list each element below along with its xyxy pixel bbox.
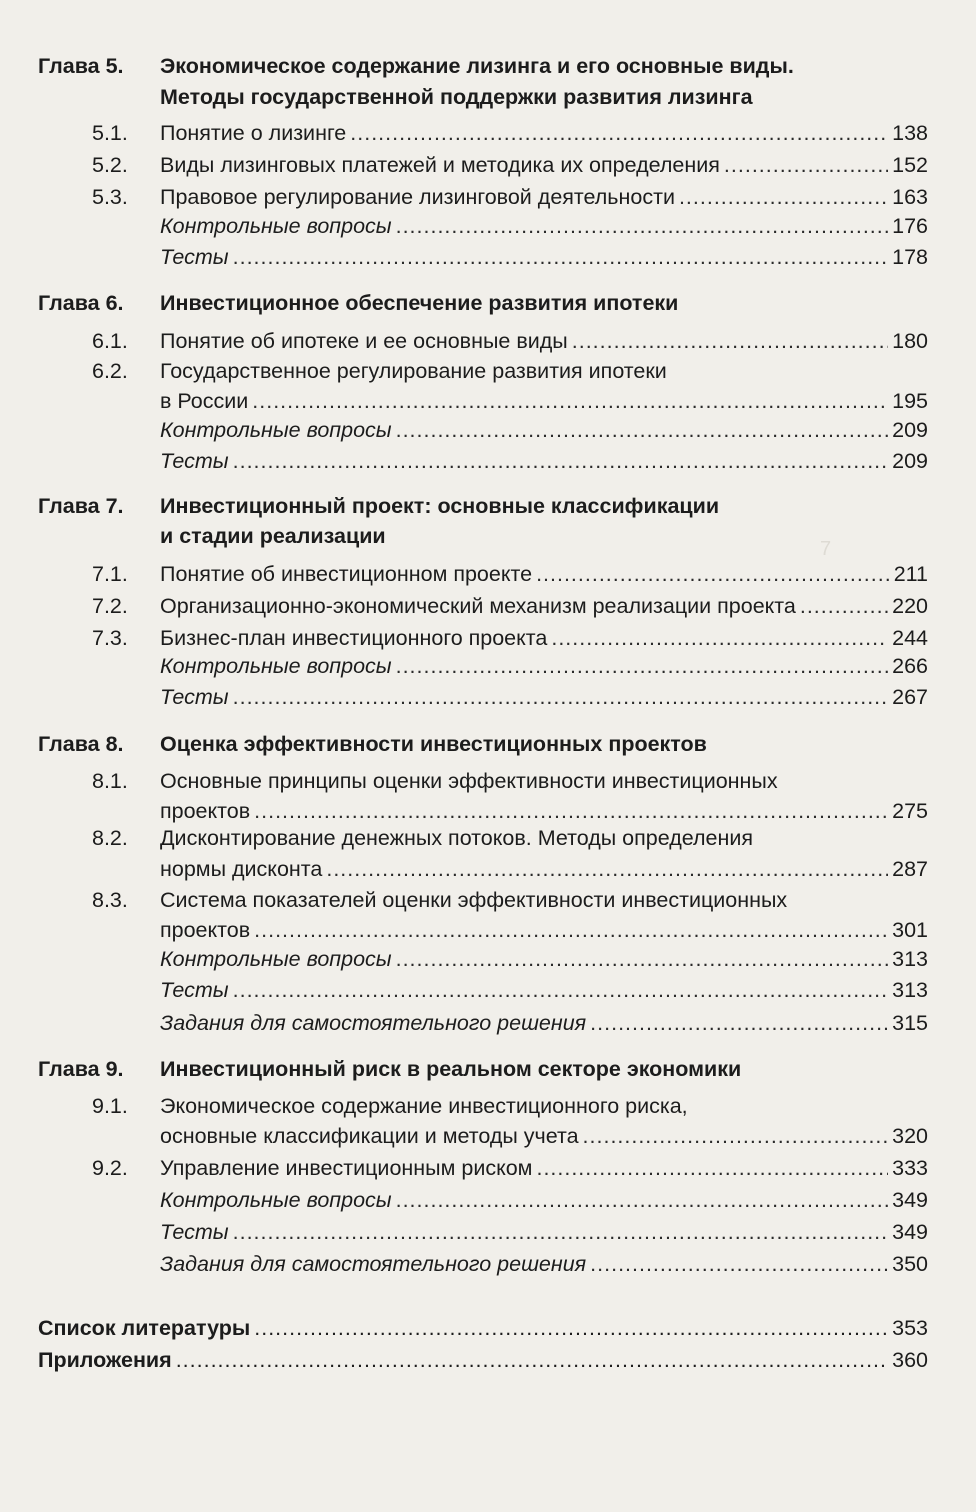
toc-entry[interactable] xyxy=(0,1344,976,1376)
section-title-cont: основные классификации и методы учета xyxy=(160,1124,579,1148)
extra-title: Задания для самостоятельного решения xyxy=(160,1252,587,1276)
toc-entry[interactable] xyxy=(0,241,976,273)
page-number: 180 xyxy=(892,329,928,353)
section-number: 5.2. xyxy=(92,153,128,177)
leader-dots xyxy=(176,1344,888,1376)
toc-entry[interactable] xyxy=(0,590,976,622)
extra-title: Контрольные вопросы xyxy=(160,654,392,678)
extra-title: Тесты xyxy=(160,1220,229,1244)
leader-dots xyxy=(590,1248,888,1280)
toc-entry[interactable] xyxy=(0,1007,976,1039)
toc-entry[interactable] xyxy=(0,1120,976,1152)
section-title: Бизнес-план инвестиционного проекта xyxy=(160,626,548,650)
leader-dots xyxy=(254,1312,888,1344)
section-title-cont: нормы дисконта xyxy=(160,857,323,881)
extra-title: Контрольные вопросы xyxy=(160,418,392,442)
section-title: Система показателей оценки эффективности инвестиционных xyxy=(160,888,788,912)
page-number: 353 xyxy=(892,1316,928,1340)
leader-dots xyxy=(396,414,889,446)
show-through-text: 7 xyxy=(820,538,832,560)
toc-entry[interactable] xyxy=(0,558,976,590)
chapter-9-heading xyxy=(0,1053,976,1085)
chapter-label: Глава 6. xyxy=(38,291,124,315)
chapter-title: Оценка эффективности инвестиционных проектов xyxy=(160,732,707,756)
page-number: 349 xyxy=(892,1188,928,1212)
toc-entry[interactable] xyxy=(0,650,976,682)
page-number: 209 xyxy=(892,418,928,442)
page-number: 220 xyxy=(892,594,928,618)
toc-entry[interactable] xyxy=(0,210,976,242)
leader-dots xyxy=(396,1184,889,1216)
section-title: Правовое регулирование лизинговой деятельности xyxy=(160,185,675,209)
page-number: 195 xyxy=(892,389,928,413)
leader-dots xyxy=(590,1007,888,1039)
page-number: 275 xyxy=(892,799,928,823)
toc-entry-line1[interactable] xyxy=(0,884,976,916)
page-number: 313 xyxy=(892,947,928,971)
section-title: Организационно-экономический механизм реализации проекта xyxy=(160,594,796,618)
leader-dots xyxy=(536,558,890,590)
toc-entry[interactable] xyxy=(0,681,976,713)
section-number: 6.1. xyxy=(92,329,128,353)
chapter-label: Глава 7. xyxy=(38,494,124,518)
chapter-label: Глава 9. xyxy=(38,1057,124,1081)
page-number: 163 xyxy=(892,185,928,209)
page-number: 244 xyxy=(892,626,928,650)
page-number: 320 xyxy=(892,1124,928,1148)
toc-entry-line1[interactable] xyxy=(0,1090,976,1122)
toc-entry-line1[interactable] xyxy=(0,822,976,854)
leader-dots xyxy=(254,914,888,946)
leader-dots xyxy=(679,181,888,213)
chapter-5-heading xyxy=(0,50,976,82)
leader-dots xyxy=(396,943,889,975)
extra-title: Контрольные вопросы xyxy=(160,214,392,238)
page-number: 333 xyxy=(892,1156,928,1180)
page-number: 178 xyxy=(892,245,928,269)
backmatter-title: Список литературы xyxy=(38,1316,251,1340)
page-number: 315 xyxy=(892,1011,928,1035)
chapter-5-heading-cont xyxy=(0,81,976,113)
section-title: Виды лизинговых платежей и методика их определения xyxy=(160,153,720,177)
section-title: Государственное регулирование развития ипотеки xyxy=(160,359,667,383)
page-number: 349 xyxy=(892,1220,928,1244)
section-number: 5.3. xyxy=(92,185,128,209)
toc-entry[interactable] xyxy=(0,181,976,213)
page-number: 267 xyxy=(892,685,928,709)
leader-dots xyxy=(233,445,889,477)
page-number: 176 xyxy=(892,214,928,238)
chapter-title: Инвестиционный риск в реальном секторе экономики xyxy=(160,1057,742,1081)
section-title: Основные принципы оценки эффективности инвестиционных xyxy=(160,769,778,793)
page-number: 211 xyxy=(893,562,928,586)
extra-title: Контрольные вопросы xyxy=(160,947,392,971)
page-number: 287 xyxy=(892,857,928,881)
page-number: 313 xyxy=(892,978,928,1002)
chapter-7-heading-cont xyxy=(0,520,976,552)
extra-title: Тесты xyxy=(160,245,229,269)
toc-entry[interactable] xyxy=(0,943,976,975)
chapter-label: Глава 8. xyxy=(38,732,124,756)
toc-entry[interactable] xyxy=(0,385,976,417)
toc-entry[interactable] xyxy=(0,325,976,357)
chapter-label: Глава 5. xyxy=(38,54,124,78)
chapter-title: Методы государственной поддержки развития лизинга xyxy=(160,85,753,109)
section-number: 7.1. xyxy=(92,562,128,586)
toc-entry[interactable] xyxy=(0,149,976,181)
leader-dots xyxy=(233,974,889,1006)
leader-dots xyxy=(583,1120,889,1152)
page-number: 301 xyxy=(892,918,928,942)
chapter-6-heading xyxy=(0,287,976,319)
section-title: Управление инвестиционным риском xyxy=(160,1156,533,1180)
leader-dots xyxy=(233,1216,889,1248)
chapter-title: Экономическое содержание лизинга и его основные виды. xyxy=(160,54,794,78)
toc-entry[interactable] xyxy=(0,1152,976,1184)
section-number: 7.2. xyxy=(92,594,128,618)
chapter-title: Инвестиционное обеспечение развития ипотеки xyxy=(160,291,679,315)
toc-entry[interactable] xyxy=(0,445,976,477)
extra-title: Контрольные вопросы xyxy=(160,1188,392,1212)
section-title: Понятие об инвестиционном проекте xyxy=(160,562,533,586)
section-number: 6.2. xyxy=(92,359,128,383)
page-number: 209 xyxy=(892,449,928,473)
chapter-7-heading xyxy=(0,490,976,522)
leader-dots xyxy=(326,853,888,885)
toc-entry[interactable] xyxy=(0,914,976,946)
leader-dots xyxy=(396,650,889,682)
section-title-cont: в России xyxy=(160,389,249,413)
leader-dots xyxy=(536,1152,888,1184)
section-title: Понятие о лизинге xyxy=(160,121,347,145)
leader-dots xyxy=(724,149,888,181)
toc-entry[interactable] xyxy=(0,1312,976,1344)
leader-dots xyxy=(800,590,888,622)
section-title: Понятие об ипотеке и ее основные виды xyxy=(160,329,568,353)
leader-dots xyxy=(233,241,889,273)
section-number: 7.3. xyxy=(92,626,128,650)
leader-dots xyxy=(350,117,888,149)
section-number: 9.1. xyxy=(92,1094,128,1118)
section-number: 9.2. xyxy=(92,1156,128,1180)
toc-entry-line1[interactable] xyxy=(0,765,976,797)
leader-dots xyxy=(252,385,888,417)
toc-entry[interactable] xyxy=(0,1216,976,1248)
extra-title: Тесты xyxy=(160,449,229,473)
page-number: 360 xyxy=(892,1348,928,1372)
chapter-8-heading xyxy=(0,728,976,760)
leader-dots xyxy=(396,210,889,242)
extra-title: Тесты xyxy=(160,978,229,1002)
leader-dots xyxy=(233,681,889,713)
page-number: 152 xyxy=(892,153,928,177)
leader-dots xyxy=(572,325,888,357)
section-number: 5.1. xyxy=(92,121,128,145)
section-number: 8.1. xyxy=(92,769,128,793)
section-number: 8.2. xyxy=(92,826,128,850)
chapter-title: и стадии реализации xyxy=(160,524,386,548)
toc-entry[interactable] xyxy=(0,117,976,149)
chapter-title: Инвестиционный проект: основные классификации xyxy=(160,494,720,518)
toc-entry-line1[interactable] xyxy=(0,355,976,387)
section-number: 8.3. xyxy=(92,888,128,912)
section-title-cont: проектов xyxy=(160,918,251,942)
backmatter-title: Приложения xyxy=(38,1348,172,1372)
page-number: 138 xyxy=(892,121,928,145)
section-title-cont: проектов xyxy=(160,799,251,823)
extra-title: Тесты xyxy=(160,685,229,709)
page-number: 266 xyxy=(892,654,928,678)
section-title: Экономическое содержание инвестиционного риска, xyxy=(160,1094,688,1118)
toc-entry[interactable] xyxy=(0,1248,976,1280)
toc-entry[interactable] xyxy=(0,1184,976,1216)
toc-entry[interactable] xyxy=(0,414,976,446)
section-title: Дисконтирование денежных потоков. Методы определения xyxy=(160,826,754,850)
toc-entry[interactable] xyxy=(0,974,976,1006)
extra-title: Задания для самостоятельного решения xyxy=(160,1011,587,1035)
page-number: 350 xyxy=(892,1252,928,1276)
toc-entry[interactable] xyxy=(0,853,976,885)
